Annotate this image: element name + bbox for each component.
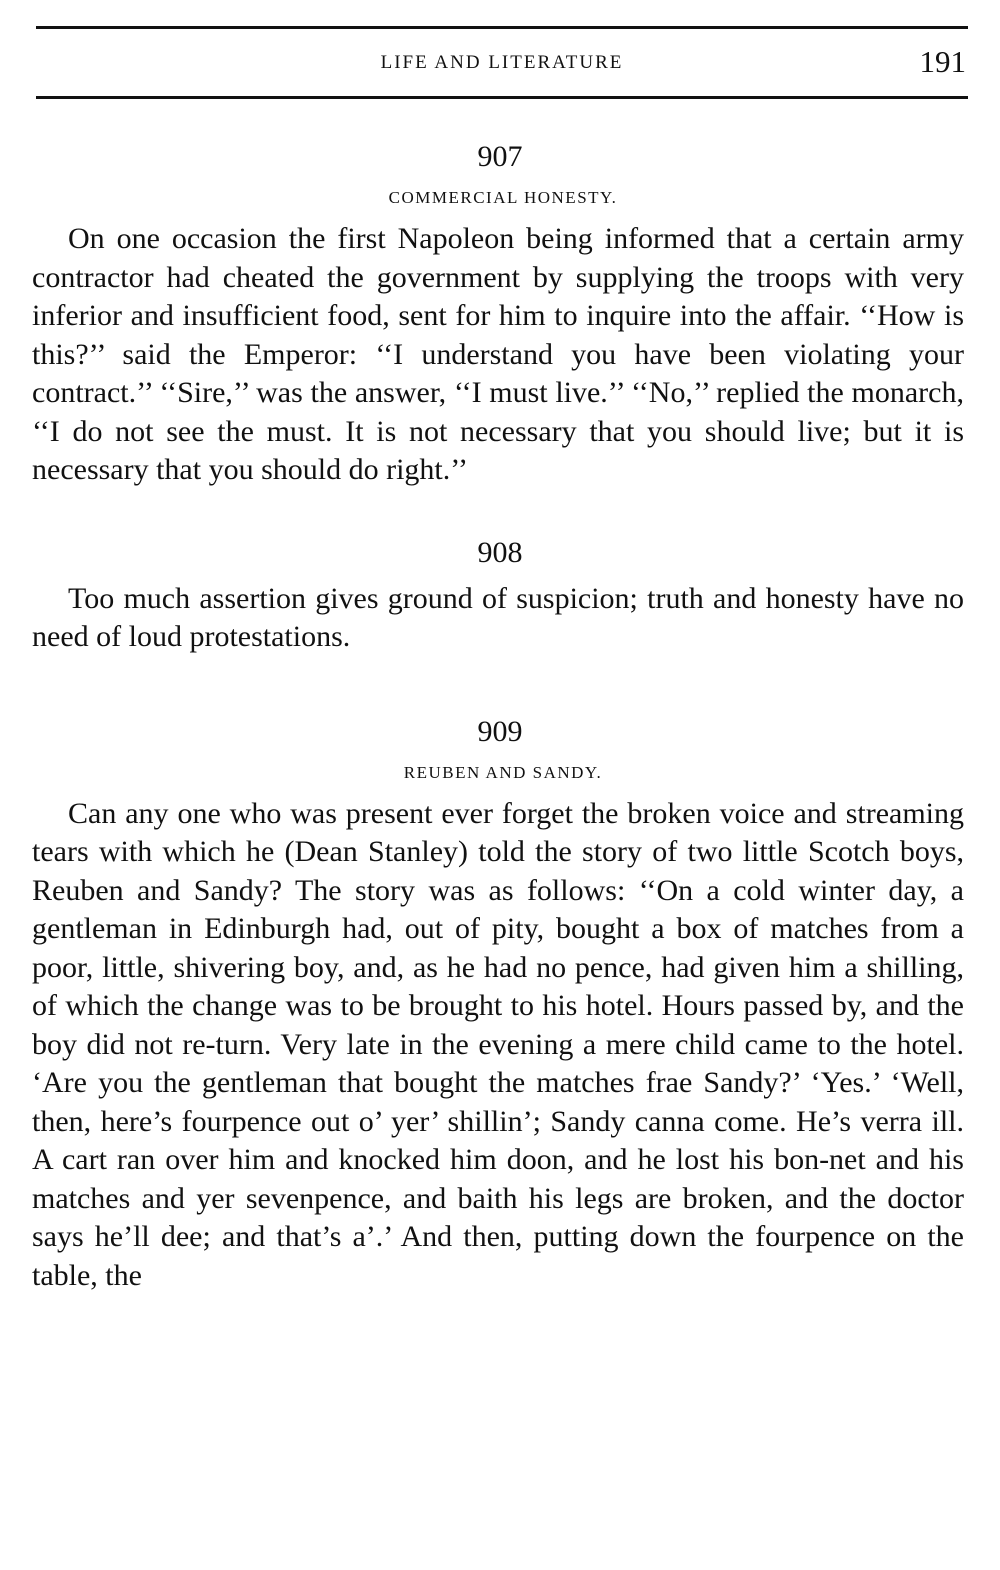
entry-body: Too much assertion gives ground of suspicion; truth and honesty have no need of loud protestations. [32, 581, 964, 653]
running-head [36, 44, 968, 84]
entry-title: COMMERCIAL HONESTY. [388, 188, 618, 207]
entry-number: 908 [477, 535, 523, 569]
entry-908 [32, 536, 964, 657]
page-number: 191 [919, 44, 966, 79]
entry-909 [32, 715, 964, 1296]
entry-number: 909 [477, 714, 523, 748]
page-content [32, 140, 964, 1295]
entry-907 [32, 140, 964, 490]
entry-number: 907 [477, 140, 523, 173]
entry-body: On one occasion the first Napoleon being informed that a certain army contractor had cheated the government by supplying the troops with very inferior and insufficient food, sent for him to inquire into the affair. ‘‘How is this?’’ said the Emperor: ‘‘I understand you have been violating your contract.’’ ‘‘Sire,’’ was the answer, ‘‘I must live.’’ ‘‘No,’’ replied the monarch, ‘‘I do not see the must. It is not necessary that you should live; but it is necessary that you should do right.’’ [32, 222, 964, 486]
entry-body: Can any one who was present ever forget the broken voice and streaming tears with which he (Dean Stanley) told the story of two little Scotch boys, Reuben and Sandy? The story was as follows: ‘‘On a cold winter day, a gentleman in Edinburgh had, out of pity, bought a box of matches from a poor, little, shivering boy, and, as he had no pence, had given him a shilling, of which the change was to be brought to his hotel. Hours passed by, and the boy did not re-turn. Very late in the evening a mere child came to the hotel. ‘Are you the gentleman that bought the matches frae Sandy?’ ‘Yes.’ ‘Well, then, here’s fourpence out o’ yer’ shillin’; Sandy canna come. He’s verra ill. A cart ran over him and knocked him doon, and he lost his bon-net and his matches and yer sevenpence, and baith his legs are broken, and the doctor says he’ll dee; and that’s a’.’ And then, putting down the fourpence on the table, the [32, 796, 964, 1292]
header-top-rule [36, 26, 968, 29]
entry-title: REUBEN AND SANDY. [403, 762, 603, 782]
running-title: LIFE AND LITERATURE [380, 52, 624, 73]
header-bottom-rule [36, 96, 968, 99]
